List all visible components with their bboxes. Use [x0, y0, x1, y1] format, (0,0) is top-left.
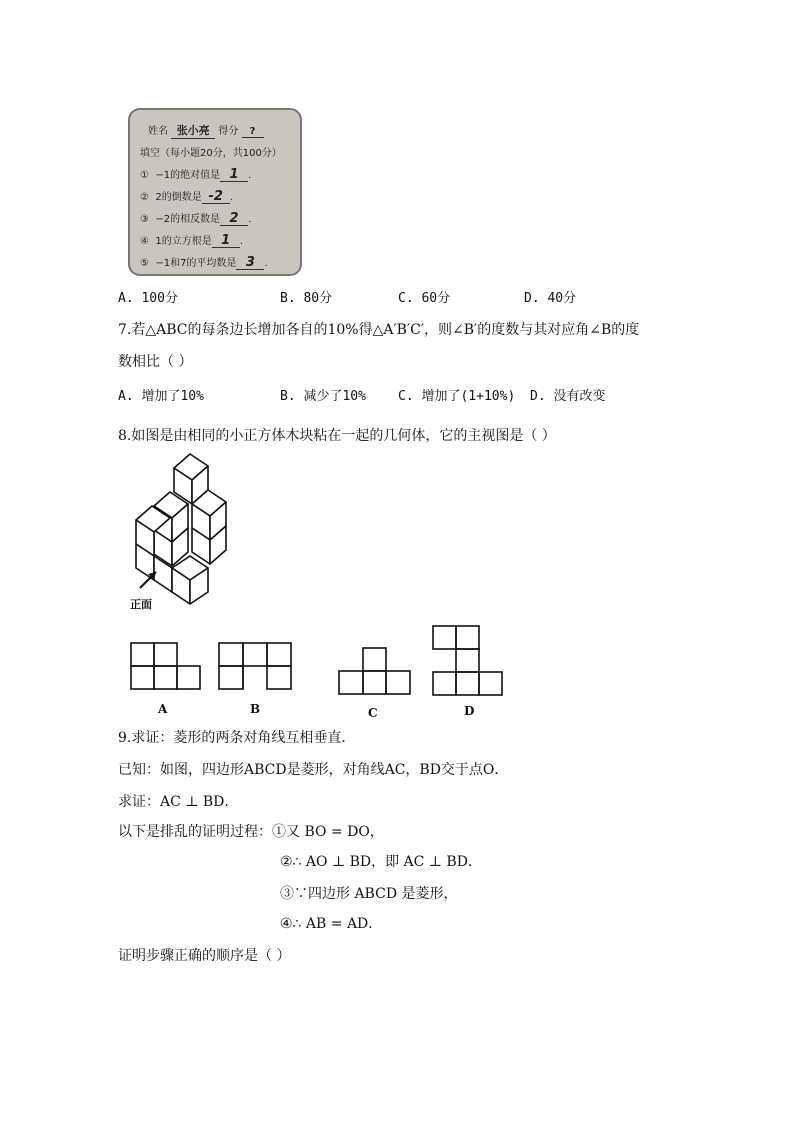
- quiz-answer: 3: [236, 257, 264, 270]
- q6-option-d: D. 40分: [524, 291, 577, 306]
- quiz-item: ④ 1的立方根是 1 .: [140, 233, 243, 248]
- view-b-figure: [218, 640, 292, 692]
- q7-stem-line2: 数相比（ ）: [118, 354, 193, 370]
- name-value: 张小亮: [171, 122, 215, 139]
- q6-option-a: A. 100分: [118, 291, 178, 306]
- q8-stem: 8.如图是由相同的小正方体木块粘在一起的几何体，它的主视图是（ ）: [118, 428, 556, 444]
- view-a-label: A: [158, 702, 168, 716]
- q9-step-3: ③∵四边形 ABCD 是菱形，: [280, 886, 458, 902]
- view-a-figure: [130, 640, 202, 692]
- view-d-label: D: [464, 704, 475, 718]
- view-c-figure: [338, 646, 412, 696]
- front-label: 正面: [130, 598, 152, 611]
- view-b-label: B: [250, 702, 261, 716]
- quiz-item: ② 2的倒数是 -2 .: [140, 189, 233, 204]
- q9-stem: 9.求证：菱形的两条对角线互相垂直．: [118, 730, 356, 746]
- q7-option-c: C. 增加了(1+10%): [398, 389, 516, 404]
- q7-stem-line1: 7.若△ABC的每条边长增加各自的10%得△A′B′C′，则∠B′的度数与其对应角∠B的度: [118, 322, 640, 338]
- quiz-item: ③ −2的相反数是 2 .: [140, 211, 252, 226]
- quiz-answer: 2: [220, 213, 248, 226]
- cube-solid-figure: [118, 448, 238, 614]
- name-label: 姓名: [148, 126, 168, 137]
- view-d-figure: [432, 624, 504, 698]
- q9-prove: 求证：AC ⊥ BD．: [118, 794, 239, 810]
- q9-step-2: ②∴ AO ⊥ BD，即 AC ⊥ BD．: [280, 854, 482, 870]
- quiz-answer: -2: [202, 191, 230, 204]
- quiz-answer: 1: [220, 169, 248, 182]
- quiz-item: ① −1的绝对值是 1 .: [140, 167, 252, 182]
- score-label: 得分: [218, 126, 239, 137]
- q9-step-4: ④∴ AB = AD．: [280, 916, 383, 932]
- score-value: ?: [242, 126, 264, 138]
- quiz-card-image: [128, 108, 302, 276]
- quiz-card-header: [148, 122, 264, 139]
- view-c-label: C: [368, 706, 378, 720]
- q6-option-b: B. 80分: [280, 291, 333, 306]
- q9-steps-intro: 以下是排乱的证明过程：①又 BO = DO，: [118, 824, 384, 840]
- quiz-item: ⑤ −1和7的平均数是 3 .: [140, 255, 268, 270]
- q7-option-d: D. 没有改变: [530, 389, 606, 404]
- q6-option-c: C. 60分: [398, 291, 451, 306]
- quiz-card-instruction: 填空（每小题20分，共100分）: [140, 148, 282, 159]
- quiz-answer: 1: [212, 235, 240, 248]
- q9-question: 证明步骤正确的顺序是（ ）: [118, 948, 291, 964]
- q7-option-a: A. 增加了10%: [118, 389, 204, 404]
- q9-given: 已知：如图，四边形ABCD是菱形，对角线AC，BD交于点O．: [118, 762, 509, 778]
- q7-option-b: B. 减少了10%: [280, 389, 366, 404]
